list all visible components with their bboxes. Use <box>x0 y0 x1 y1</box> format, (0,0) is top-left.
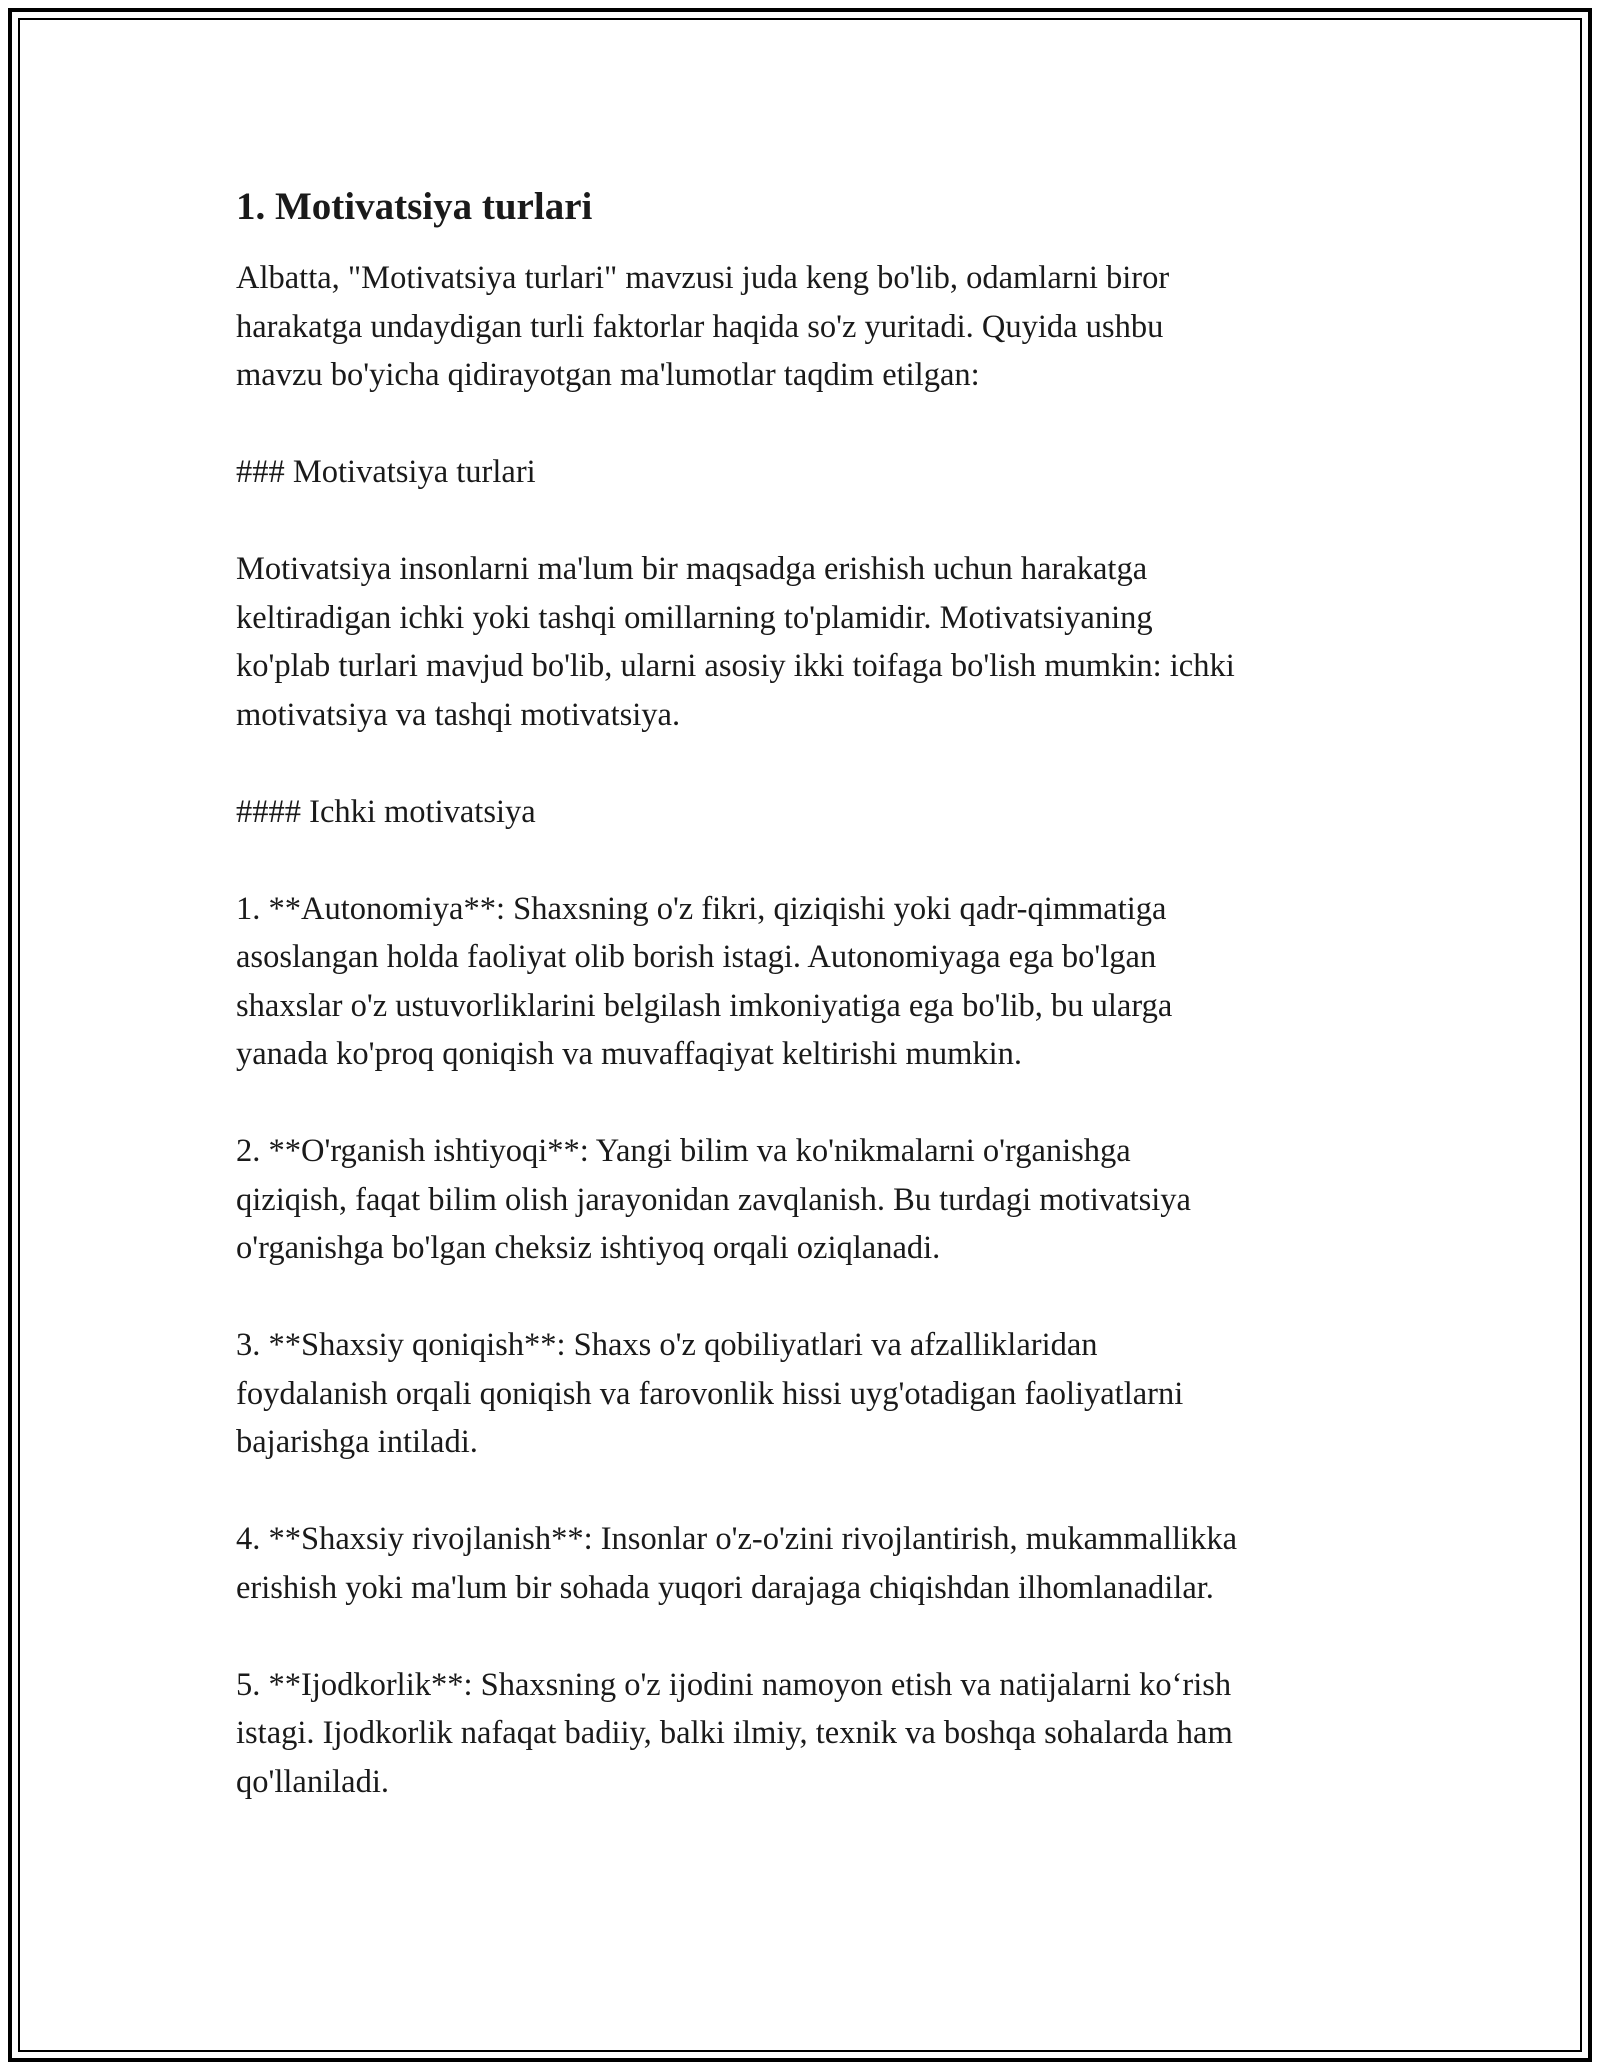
definition-paragraph: Motivatsiya insonlarni ma'lum bir maqsadga erishish uchun harakatga keltiradigan ichki yoki tashqi omillarning to'plamidir. Motivatsiyaning ko'plab turlari mavjud bo'lib, ularni asosiy ikki toifaga bo'lish mumkin: ichki motivatsiya va tashqi motivatsiya. <box>236 551 1235 733</box>
subsection-heading: #### Ichki motivatsiya <box>236 793 536 830</box>
document-title: 1. Motivatsiya turlari <box>236 185 593 228</box>
section-heading: ### Motivatsiya turlari <box>236 454 536 490</box>
list-item-autonomy: 1. **Autonomiya**: Shaxsning o'z fikri, qiziqishi yoki qadr-qimmatiga asoslangan holda faoliyat olib borish istagi. Autonomiyaga ega bo'lgan shaxslar o'z ustuvorliklarini belgilash imkoniyatiga ega bo'lib, bu ularga yanada ko'proq qoniqish va muvaffaqiyat keltirishi mumkin. <box>236 890 1173 1072</box>
list-item-development: 4. **Shaxsiy rivojlanish**: Insonlar o'z-o'zini rivojlantirish, mukammallikka erishish yoki ma'lum bir sohada yuqori darajaga chiqishdan ilhomlanadilar. <box>236 1521 1238 1606</box>
list-item-learning: 2. **O'rganish ishtiyoqi**: Yangi bilim va ko'nikmalarni o'rganishga qiziqish, faqat bilim olish jarayonidan zavqlanish. Bu turdagi motivatsiya o'rganishga bo'lgan cheksiz ishtiyoq orqali oziqlanadi. <box>236 1133 1191 1266</box>
list-item-creativity: 5. **Ijodkorlik**: Shaxsning o'z ijodini namoyon etish va natijalarni ko‘rish istagi. Ijodkorlik nafaqat badiiy, balki ilmiy, texnik va boshqa sohalarda ham qo'llaniladi. <box>236 1666 1233 1800</box>
intro-paragraph: Albatta, "Motivatsiya turlari" mavzusi juda keng bo'lib, odamlarni biror harakatga undaydigan turli faktorlar haqida so'z yuritadi. Quyida ushbu mavzu bo'yicha qidirayotgan ma'lumotlar taqdim etilgan: <box>236 260 1170 393</box>
document-body <box>236 182 1386 1855</box>
list-item-satisfaction: 3. **Shaxsiy qoniqish**: Shaxs o'z qobiliyatlari va afzalliklaridan foydalanish orqali qoniqish va farovonlik hissi uyg'otadigan faoliyatlarni bajarishga intiladi. <box>236 1327 1184 1460</box>
